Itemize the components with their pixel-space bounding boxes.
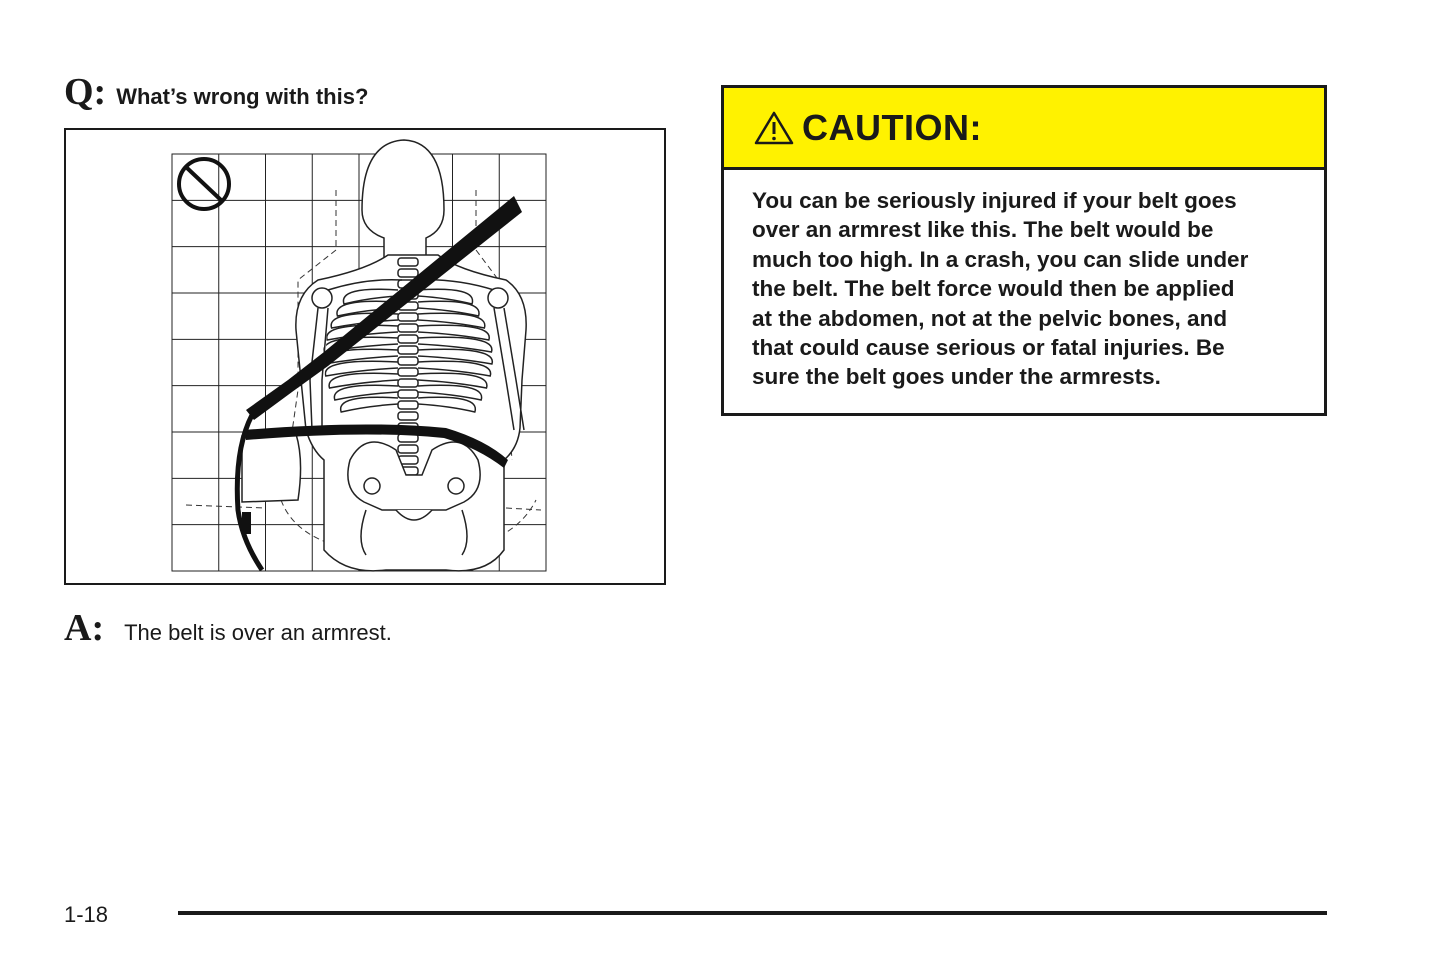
- answer-line: [64, 606, 392, 650]
- caution-line: at the abdomen, not at the pelvic bones, and: [752, 305, 1228, 331]
- caution-line: that could cause serious or fatal injuries. Be: [752, 335, 1225, 361]
- answer-marker: A:: [64, 607, 105, 649]
- footer-rule: [178, 911, 1327, 915]
- caution-title: CAUTION:: [802, 106, 982, 148]
- head: [362, 140, 444, 260]
- page-number: 1-18: [64, 902, 109, 927]
- answer-text: The belt is over an armrest.: [124, 620, 392, 645]
- armrest: [242, 434, 301, 502]
- caution-line: the belt. The belt force would then be applied: [752, 276, 1235, 302]
- belt-over-armrest-illustration: [66, 130, 664, 583]
- caution-box: [721, 85, 1327, 416]
- caution-line: sure the belt goes under the armrests.: [752, 364, 1161, 390]
- caution-line: You can be seriously injured if your belt goes: [752, 188, 1237, 213]
- caution-line: much too high. In a crash, you can slide under: [752, 246, 1249, 272]
- illustration-frame: [64, 128, 666, 585]
- warning-triangle-icon: [754, 111, 794, 145]
- belt-buckle: [242, 512, 251, 534]
- question-marker: Q:: [64, 71, 107, 113]
- question-line: [64, 70, 368, 120]
- caution-header: [724, 88, 1324, 170]
- prohibition-icon: [179, 159, 229, 209]
- question-text: What’s wrong with this?: [116, 84, 369, 109]
- caution-line: over an armrest like this. The belt would be: [752, 217, 1214, 243]
- caution-body: [724, 170, 1324, 392]
